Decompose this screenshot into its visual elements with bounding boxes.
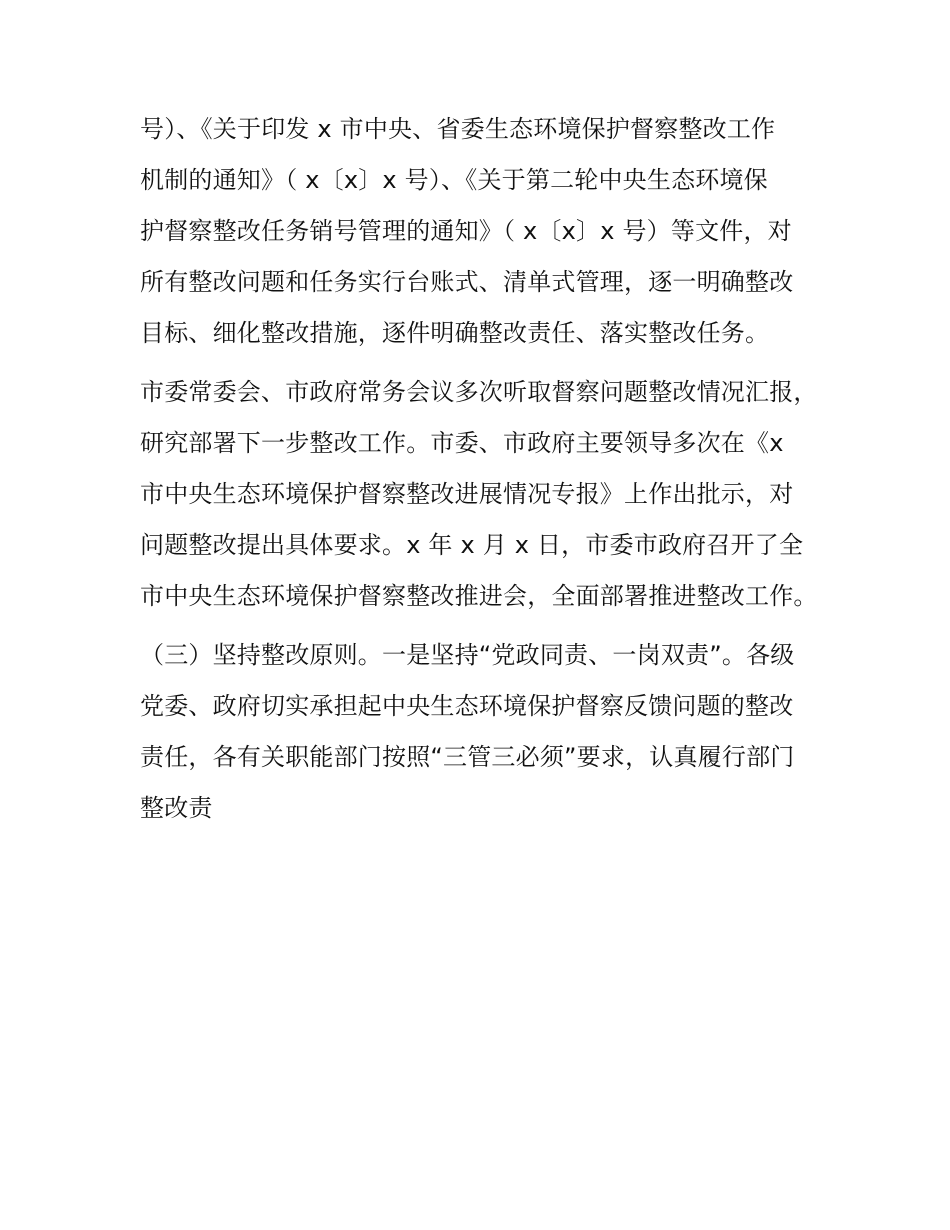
paragraph-line: 党委、政府切实承担起中央生态环境保护督察反馈问题的整改 bbox=[140, 692, 794, 720]
paragraph-line: （三）坚持整改原则。一是坚持“党政同责、一岗双责”。各级 bbox=[140, 641, 795, 669]
paragraph-line: 机制的通知》（ x〔x〕x 号）、《关于第二轮中央生态环境保 bbox=[140, 166, 768, 194]
paragraph-line: 市中央生态环境保护督察整改进展情况专报》上作出批示，对 bbox=[140, 480, 794, 508]
paragraph-2 bbox=[140, 367, 840, 622]
paragraph-line: 目标、细化整改措施，逐件明确整改责任、落实整改任务。 bbox=[140, 319, 770, 347]
paragraph-line: 整改责 bbox=[140, 794, 213, 822]
document-body bbox=[140, 104, 840, 834]
paragraph-line: 号）、《关于印发 x 市中央、省委生态环境保护督察整改工作 bbox=[140, 115, 776, 143]
paragraph-line: 护督察整改任务销号管理的通知》（ x〔x〕x 号）等文件，对 bbox=[140, 217, 792, 245]
paragraph-line: 所有整改问题和任务实行台账式、清单式管理，逐一明确整改 bbox=[140, 268, 794, 296]
paragraph-line: 市委常委会、市政府常务会议多次听取督察问题整改情况汇报， bbox=[140, 378, 818, 406]
paragraph-line: 研究部署下一步整改工作。市委、市政府主要领导多次在《x bbox=[140, 429, 784, 457]
paragraph-3 bbox=[140, 630, 840, 834]
paragraph-line: 责任，各有关职能部门按照“三管三必须”要求，认真履行部门 bbox=[140, 743, 795, 771]
paragraph-line: 市中央生态环境保护督察整改推进会，全面部署推进整改工作。 bbox=[140, 582, 818, 610]
paragraph-line: 问题整改提出具体要求。x 年 x 月 x 日，市委市政府召开了全 bbox=[140, 531, 804, 559]
paragraph-1 bbox=[140, 104, 840, 359]
